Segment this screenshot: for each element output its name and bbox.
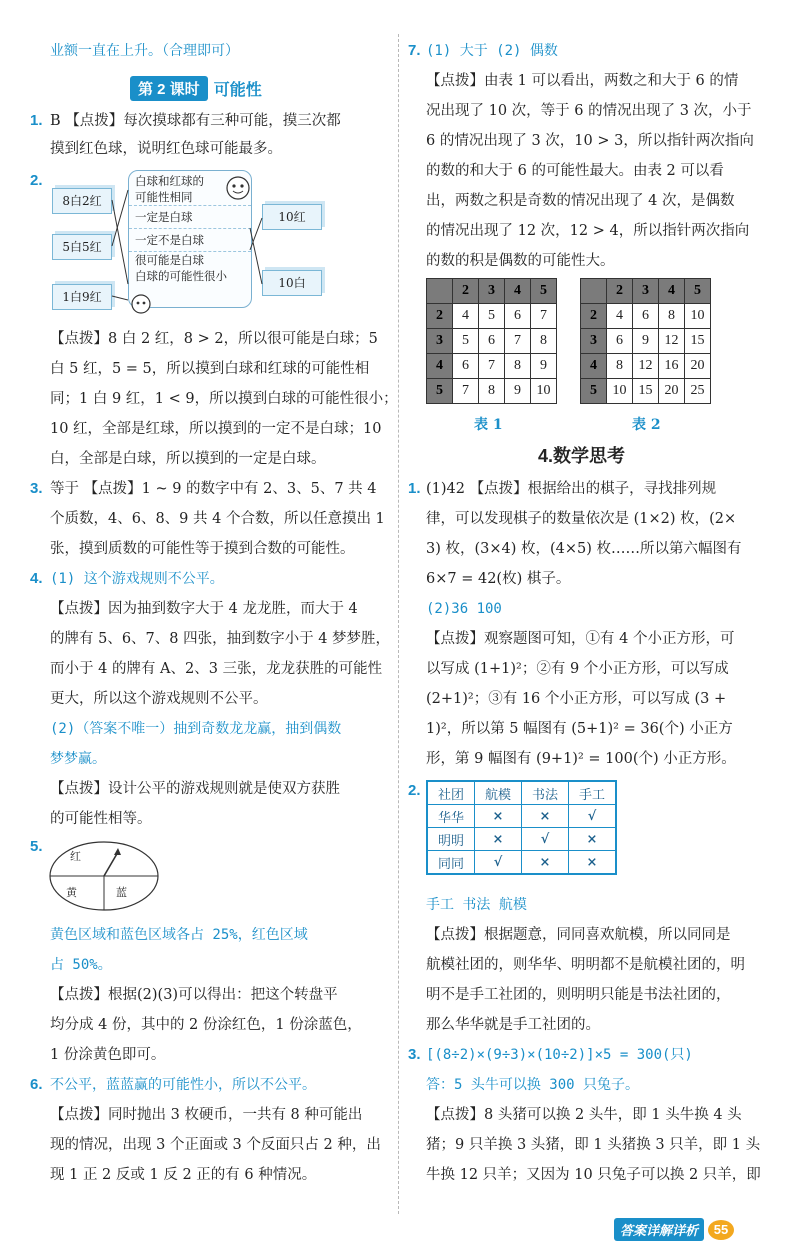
table-cell: 10 (531, 379, 557, 404)
s1-line: 6×7 = 42(枚) 棋子。 (426, 571, 571, 587)
q7-tip-line: 况出现了 10 次，等于 6 的情况出现了 3 次，小于 (426, 103, 752, 119)
q5-number: 5. (30, 838, 43, 855)
q3-line: 张，摸到质数的可能性等于摸到合数的可能性。 (50, 541, 355, 557)
spinner-diagram (46, 840, 166, 914)
table-cell: 6 (607, 329, 633, 354)
q6-answer: 不公平，蓝蓝赢的可能性小，所以不公平。 (50, 1077, 316, 1093)
statement-line: 白球和红球的 (135, 174, 204, 188)
table-cell: 8 (479, 379, 505, 404)
table-cell: 6 (453, 354, 479, 379)
table-cell: 20 (685, 354, 711, 379)
column-divider (398, 34, 399, 1214)
table-row (427, 851, 616, 875)
page-number: 55 (708, 1220, 734, 1240)
table-cell: 16 (659, 354, 685, 379)
table-cell: 25 (685, 379, 711, 404)
q2-number: 2. (30, 172, 43, 189)
s3-tip-line: 【点拨】8 头猪可以换 2 头牛，即 1 头牛换 4 头 (426, 1107, 742, 1123)
table-cell: 12 (633, 354, 659, 379)
table-cell: 20 (659, 379, 685, 404)
q4-number: 4. (30, 570, 43, 587)
s1-answer2: (2)36 100 (426, 601, 502, 617)
table1-caption: 表 1 (474, 417, 503, 433)
q2-tip-line: 白，全部是白球，所以摸到的一定是白球。 (50, 451, 326, 467)
table-cell: 3 (427, 329, 453, 354)
table-cell: 7 (531, 304, 557, 329)
page-footer (614, 1218, 734, 1241)
table-cell: 5 (479, 304, 505, 329)
table-cell: × (522, 805, 569, 828)
s3-tip-line: 猪；9 只羊换 3 头猪，即 1 头猪换 3 只羊，即 1 头 (426, 1137, 761, 1153)
s2-tip-line: 航模社团的，则华华、明明都不是航模社团的，明 (426, 957, 745, 973)
table-cell: × (522, 851, 569, 875)
table-cell: 4 (581, 354, 607, 379)
table-cell: 2 (453, 279, 479, 304)
s1-tip-line: 形，第 9 幅图有 (9+1)² = 100(个) 小正方形。 (426, 751, 736, 767)
spinner-label-red: 红 (70, 850, 81, 863)
q4-answer1: (1) 这个游戏规则不公平。 (50, 571, 224, 587)
q5-tip-line: 均分成 4 份，其中的 2 份涂红色，1 份涂蓝色， (50, 1017, 362, 1033)
table-cell: 2 (607, 279, 633, 304)
table-cell: 6 (633, 304, 659, 329)
s1-tip-line: (2+1)²；③有 16 个小正方形，可以写成 (3 + (426, 691, 727, 707)
table-cell: √ (569, 805, 617, 828)
q3-line: 个质数，4、6、8、9 共 4 个合数，所以任意摸出 1 (50, 511, 385, 527)
q2-tip-line: 白 5 红，5 = 5，所以摸到白球和红球的可能性相 (50, 361, 370, 377)
table-cell: × (475, 828, 522, 851)
q4-tip2-line: 的可能性相等。 (50, 811, 152, 827)
table-cell: 8 (505, 354, 531, 379)
q7-number: 7. (408, 42, 421, 59)
s3-tip-line: 牛换 12 只羊；又因为 10 只兔子可以换 2 只羊，即 (426, 1167, 761, 1183)
table-cell: 12 (659, 329, 685, 354)
q5-answer-line: 黄色区域和蓝色区域各占 25%，红色区域 (50, 927, 308, 943)
table-cell: × (475, 805, 522, 828)
table-cell: 8 (607, 354, 633, 379)
table-cell: 3 (479, 279, 505, 304)
table-cell: 6 (505, 304, 531, 329)
q3-line: 等于 【点拨】1 ~ 9 的数字中有 2、3、5、7 共 4 (50, 481, 377, 497)
table-cell: 4 (505, 279, 531, 304)
table-cell: 社团 (427, 781, 475, 805)
q3-number: 3. (30, 480, 43, 497)
lesson-heading (130, 76, 262, 101)
table-row (581, 279, 711, 304)
footer-label: 答案详解详析 (614, 1218, 704, 1241)
table-row (427, 329, 557, 354)
q4-answer2-line: (2)（答案不唯一）抽到奇数龙龙赢，抽到偶数 (50, 721, 342, 737)
table-cell: 航模 (475, 781, 522, 805)
q5-answer-line: 占 50%。 (50, 957, 112, 973)
s2-tip-line: 明不是手工社团的，则明明只能是书法社团的， (426, 987, 731, 1003)
q6-tip-line: 现 1 正 2 反或 1 反 2 正的有 6 种情况。 (50, 1167, 317, 1183)
table-cell: 3 (581, 329, 607, 354)
s1-tip-line: 以写成 (1+1)²；②有 9 个小正方形，可以写成 (426, 661, 729, 677)
q7-tip-line: 6 的情况出现了 3 次，10 > 3，所以指针两次指向 (426, 133, 754, 149)
q7-answer: (1) 大于 (2) 偶数 (426, 43, 558, 59)
q1-line: 摸到红色球，说明红色球可能最多。 (50, 141, 282, 157)
table-cell: 9 (505, 379, 531, 404)
table-cell: 15 (685, 329, 711, 354)
table-cell: 9 (633, 329, 659, 354)
s1-tip-line: 1)²，所以第 5 幅图有 (5+1)² = 36(个) 小正方 (426, 721, 733, 737)
q7-tip-line: 的情况出现了 12 次，12 > 4，所以指针两次指向 (426, 223, 750, 239)
s2-number: 2. (408, 782, 421, 799)
s2-tip-line: 那么华华就是手工社团的。 (426, 1017, 600, 1033)
table-row (427, 354, 557, 379)
q1-number: 1. (30, 112, 43, 129)
s1-line: 3) 枚，(3×4) 枚，(4×5) 枚……所以第六幅图有 (426, 541, 742, 557)
q2-tip-line: 【点拨】8 白 2 红，8 > 2，所以很可能是白球；5 (50, 331, 378, 347)
table-cell: √ (475, 851, 522, 875)
table-cell: 2 (427, 304, 453, 329)
q6-number: 6. (30, 1076, 43, 1093)
q4-tip1-line: 更大，所以这个游戏规则不公平。 (50, 691, 268, 707)
table-cell: 5 (531, 279, 557, 304)
table-cell: 4 (659, 279, 685, 304)
table-cell: 10 (685, 304, 711, 329)
q4-answer2-line: 梦梦赢。 (50, 751, 106, 767)
ball-box: 5白5红 (52, 234, 112, 260)
q7-tip-line: 的数的和大于 6 的可能性最大。由表 2 可以看 (426, 163, 724, 179)
s1-tip-line: 【点拨】观察题图可知，①有 4 个小正方形，可 (426, 631, 735, 647)
table-cell: 书法 (522, 781, 569, 805)
s3-number: 3. (408, 1046, 421, 1063)
q6-tip-line: 【点拨】同时抛出 3 枚硬币，一共有 8 种可能出 (50, 1107, 363, 1123)
table-row (427, 828, 616, 851)
q4-tip1-line: 而小于 4 的牌有 A、2、3 三张，龙龙获胜的可能性 (50, 661, 383, 677)
q5-tip-line: 【点拨】根据(2)(3)可以得出：把这个转盘平 (50, 987, 338, 1003)
q7-tip-line: 出，两数之积是奇数的情况出现了 4 次，是偶数 (426, 193, 735, 209)
table-row (427, 279, 557, 304)
q2-tip-line: 10 红，全部是红球，所以摸到的一定不是白球；10 (50, 421, 382, 437)
table-cell: 7 (453, 379, 479, 404)
spinner-label-blue: 蓝 (116, 886, 127, 899)
table-cell: 明明 (427, 828, 475, 851)
table-cell: 同同 (427, 851, 475, 875)
table-row (427, 379, 557, 404)
s1-line: (1)42 【点拨】根据给出的棋子，寻找排列规 (426, 481, 717, 497)
table-cell: 2 (581, 304, 607, 329)
table-cell: 5 (453, 329, 479, 354)
table-cell: 5 (685, 279, 711, 304)
lesson-badge: 第 2 课时 (130, 76, 208, 101)
intro-line: 业额一直在上升。（合理即可） (50, 43, 239, 59)
table-cell: 10 (607, 379, 633, 404)
table-cell (581, 279, 607, 304)
ball-box: 1白9红 (52, 284, 112, 310)
table-cell (427, 279, 453, 304)
table2-caption: 表 2 (632, 417, 661, 433)
ball-box: 10红 (262, 204, 322, 230)
table-row (581, 354, 711, 379)
q5-tip-line: 1 份涂黄色即可。 (50, 1047, 166, 1063)
table-cell: 7 (479, 354, 505, 379)
spinner-label-yellow: 黄 (66, 886, 77, 899)
statement-line: 白球的可能性很小 (135, 269, 227, 283)
table-cell: 华华 (427, 805, 475, 828)
ball-box: 10白 (262, 270, 322, 296)
table-cell: 3 (633, 279, 659, 304)
statement-line: 很可能是白球 (135, 253, 204, 267)
s2-tip-line: 【点拨】根据题意，同同喜欢航模，所以同同是 (426, 927, 731, 943)
table-row (427, 304, 557, 329)
q1-line: B 【点拨】每次摸球都有三种可能，摸三次都 (50, 113, 341, 129)
matching-lines (30, 160, 392, 320)
table-row (427, 781, 616, 805)
q4-tip1-line: 的牌有 5、6、7、8 四张，抽到数字小于 4 梦梦胜， (50, 631, 391, 647)
table-cell: 4 (607, 304, 633, 329)
table-cell: √ (522, 828, 569, 851)
table-cell: 8 (659, 304, 685, 329)
table-row (427, 805, 616, 828)
table-cell: × (569, 828, 617, 851)
s1-line: 律，可以发现棋子的数量依次是 (1×2) 枚，(2× (426, 511, 737, 527)
s3-answer: 答：5 头牛可以换 300 只兔子。 (426, 1077, 640, 1093)
table-cell: 7 (505, 329, 531, 354)
table-cell: 9 (531, 354, 557, 379)
table-cell: 5 (427, 379, 453, 404)
s3-equation: [(8÷2)×(9÷3)×(10÷2)]×5 = 300(只) (426, 1047, 693, 1063)
q2-tip-line: 同；1 白 9 红，1 < 9，所以摸到白球的可能性很小； (50, 391, 398, 407)
table-cell: × (569, 851, 617, 875)
q7-tip-line: 【点拨】由表 1 可以看出，两数之和大于 6 的情 (426, 73, 739, 89)
table-cell: 4 (453, 304, 479, 329)
q4-tip1-line: 【点拨】因为抽到数字大于 4 龙龙胜，而大于 4 (50, 601, 358, 617)
table-cell: 15 (633, 379, 659, 404)
table-cell: 8 (531, 329, 557, 354)
q6-tip-line: 现的情况，出现 3 个正面或 3 个反面只占 2 种，出 (50, 1137, 381, 1153)
table-cell: 手工 (569, 781, 617, 805)
statement-line: 一定是白球 (129, 206, 251, 229)
s2-answer: 手工 书法 航模 (426, 897, 527, 913)
table-row (581, 379, 711, 404)
statement-line: 可能性相同 (129, 189, 251, 206)
table-cell: 4 (427, 354, 453, 379)
q4-tip2-line: 【点拨】设计公平的游戏规则就是使双方获胜 (50, 781, 340, 797)
statement-line: 一定不是白球 (129, 229, 251, 252)
sum-table (426, 278, 557, 404)
lesson-title: 可能性 (213, 82, 262, 99)
table-cell: 6 (479, 329, 505, 354)
section-heading: 4.数学思考 (538, 446, 626, 466)
table-row (581, 304, 711, 329)
table-cell: 5 (581, 379, 607, 404)
club-table (426, 780, 617, 875)
ball-box: 8白2红 (52, 188, 112, 214)
table-row (581, 329, 711, 354)
q7-tip-line: 的数的积是偶数的可能性大。 (426, 253, 615, 269)
product-table (580, 278, 711, 404)
s1-number: 1. (408, 480, 421, 497)
